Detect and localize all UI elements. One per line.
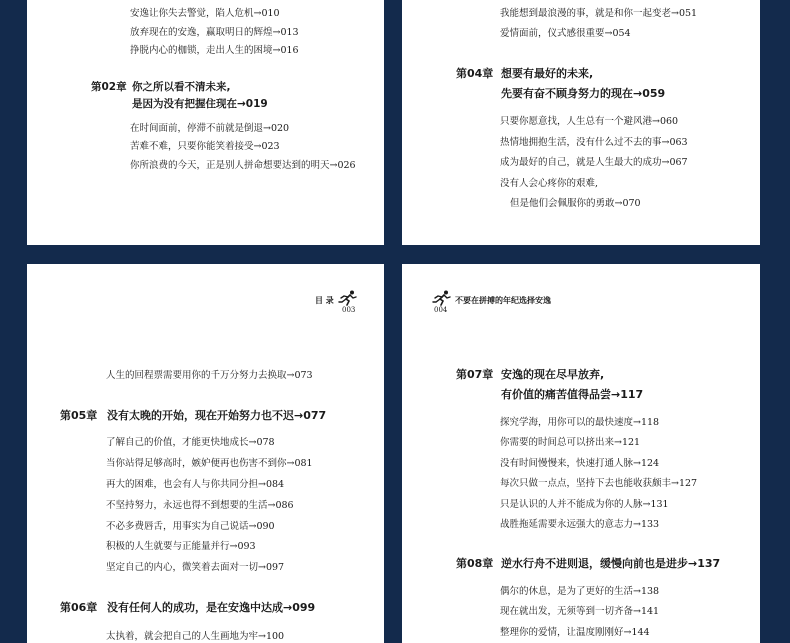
toc-entry: 放弃现在的安逸，赢取明日的辉煌→013 <box>130 27 299 38</box>
chapter-title: 是因为没有把握住现在→019 <box>132 98 268 110</box>
toc-entry: 你所浪费的今天，正是别人拼命想要达到的明天→026 <box>130 160 356 171</box>
toc-entry: 现在就出发，无须等到一切齐备→141 <box>500 606 660 617</box>
book-page-bottom-left <box>27 264 384 643</box>
book-page-top-left <box>27 0 384 245</box>
chapter-title: 没有太晚的开始，现在开始努力也不迟→077 <box>107 409 327 422</box>
toc-entry: 挣脱内心的枷锁，走出人生的困境→016 <box>130 45 299 56</box>
page-header-title: 不要在拼搏的年纪选择安逸 <box>455 296 551 305</box>
chapter-title: 先要有奋不顾身努力的现在→059 <box>501 87 666 100</box>
page-number: 004 <box>434 306 448 314</box>
chapter-title: 安逸的现在尽早放弃, <box>501 368 605 381</box>
toc-entry: 战胜拖延需要永远强大的意志力→133 <box>500 519 660 530</box>
toc-entry: 太执着，就会把自己的人生画地为牢→100 <box>106 631 285 642</box>
chapter-title: 你之所以看不清未来, <box>132 81 231 93</box>
toc-entry: 偶尔的休息，是为了更好的生活→138 <box>500 586 660 597</box>
toc-entry: 你需要的时间总可以挤出来→121 <box>500 437 641 448</box>
toc-entry: 积极的人生就要与正能量并行→093 <box>106 541 256 552</box>
chapter-label: 第06章 <box>60 601 98 614</box>
toc-entry: 只是认识的人并不能成为你的人脉→131 <box>500 499 669 510</box>
toc-entry: 了解自己的价值，才能更快地成长→078 <box>106 437 275 448</box>
toc-entry: 爱情面前，仪式感很重要→054 <box>500 28 631 39</box>
toc-entry: 整理你的爱情，让温度刚刚好→144 <box>500 627 650 638</box>
chapter-title: 逆水行舟不进则退，缓慢向前也是进步→137 <box>501 557 721 570</box>
chapter-label: 第05章 <box>60 409 98 422</box>
runner-icon <box>338 290 358 306</box>
page-number: 003 <box>342 306 356 314</box>
toc-entry: 没有时间慢慢来，快速打通人脉→124 <box>500 458 660 469</box>
chapter-title: 想要有最好的未来, <box>501 67 594 80</box>
toc-entry: 每次只做一点点，坚持下去也能收获颇丰→127 <box>500 478 698 489</box>
chapter-label: 第08章 <box>456 557 494 570</box>
chapter-label: 第04章 <box>456 67 494 80</box>
toc-entry: 探究学海，用你可以的最快速度→118 <box>500 417 660 428</box>
toc-entry: 不必多费唇舌，用事实为自己说话→090 <box>106 521 275 532</box>
toc-entry: 安逸让你失去警觉，陷人危机→010 <box>130 8 280 19</box>
chapter-label: 第02章 <box>91 81 127 93</box>
toc-entry: 不坚持努力，永远也得不到想要的生活→086 <box>106 500 294 511</box>
toc-entry: 在时间面前，停滞不前就是倒退→020 <box>130 123 290 134</box>
toc-entry: 成为最好的自己，就是人生最大的成功→067 <box>500 157 688 168</box>
chapter-label: 第07章 <box>456 368 494 381</box>
toc-entry: 坚定自己的内心，微笑着去面对一切→097 <box>106 562 285 573</box>
toc-entry: 苦难不难，只要你能笑着接受→023 <box>130 141 280 152</box>
toc-entry: 没有人会心疼你的艰难, <box>500 178 599 189</box>
chapter-title: 有价值的痛苦值得品尝→117 <box>501 388 644 401</box>
page-header-title: 目 录 <box>315 296 334 305</box>
toc-entry: 热情地拥抱生活，没有什么过不去的事→063 <box>500 137 688 148</box>
chapter-title: 没有任何人的成功，是在安逸中达成→099 <box>107 601 316 614</box>
toc-entry: 人生的回程票需要用你的千万分努力去换取→073 <box>106 370 313 381</box>
toc-entry: 我能想到最浪漫的事，就是和你一起变老→051 <box>500 8 698 19</box>
toc-entry: 当你站得足够高时，嫉妒便再也伤害不到你→081 <box>106 458 313 469</box>
book-page-bottom-right <box>402 264 760 643</box>
toc-entry: 再大的困难，也会有人与你共同分担→084 <box>106 479 285 490</box>
book-page-top-right <box>402 0 760 245</box>
toc-entry: 但是他们会佩服你的勇敢→070 <box>510 198 641 209</box>
runner-icon <box>432 290 452 306</box>
toc-entry: 只要你愿意找，人生总有一个避风港→060 <box>500 116 679 127</box>
